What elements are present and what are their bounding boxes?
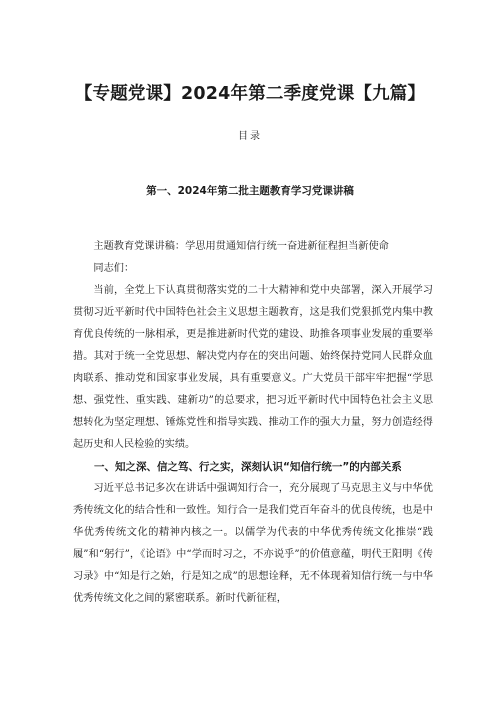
document-body [73,236,433,610]
lecture-title: 主题教育党课讲稿：学思用贯通知信行统一奋进新征程担当新使命 [93,241,389,252]
first-article-heading: 第一、2024年第二批主题教育学习党课讲稿 [146,185,354,197]
document-title: 【专题党课】2024年第二季度党课【九篇】 [74,84,426,104]
paragraph-2: 习近平总书记多次在讲话中强调知行合一，充分展现了马克思主义与中华优秀传统文化的结合性和一致性。知行合一是我们党百年奋斗的优良传统，也是中华优秀传统文化的精神内核之一。以儒学为代表的中华优秀传统文化推崇“践履”和“躬行”，《论语》中“学而时习之，不亦说乎”的价值意蕴，明代王阳明《传习录》中“知是行之始，行是知之成”的思想诠释，无不体现着知信行统一与中华优秀传统文化之间的紧密联系。新时代新征程， [73,483,433,604]
toc-label: 目录 [238,131,262,142]
paragraph-1: 当前，全党上下认真贯彻落实党的二十大精神和党中央部署，深入开展学习贯彻习近平新时代中国特色社会主义思想主题教育，这是我们党狠抓党内集中教育优良传统的一脉相承，更是推进新时代党的建设、助推各项事业发展的重要举措。其对于统一全党思想、解决党内存在的突出问题、始终保持党同人民群众血肉联系、推动党和国家事业发展，具有重要意义。广大党员干部牢牢把握“学思想、强党性、重实践、建新功”的总要求，把习近平新时代中国特色社会主义思想转化为坚定理想、锤炼党性和指导实践、推动工作的强大力量，努力创造经得起历史和人民检验的实绩。 [73,285,433,450]
section-1-heading: 一、知之深、信之笃、行之实，深刻认识“知信行统一”的内部关系 [94,461,402,473]
greeting: 同志们： [93,263,135,274]
